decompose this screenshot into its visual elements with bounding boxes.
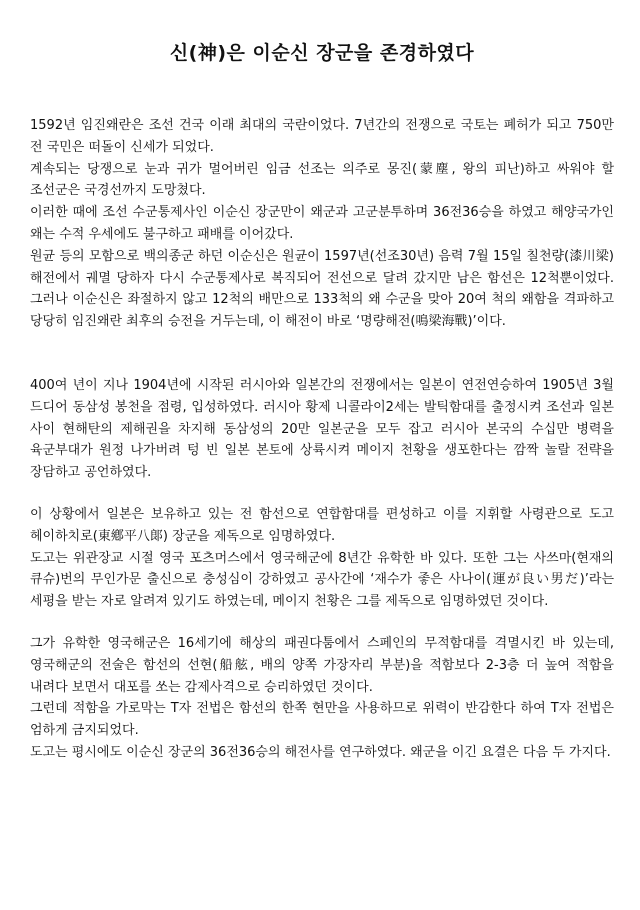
- paragraph: 1592년 임진왜란은 조선 건국 이래 최대의 국란이었다. 7년간의 전쟁으로 국토는 폐허가 되고 750만 전 국민은 떠돌이 신세가 되었다.: [30, 118, 614, 155]
- section-russo-japanese-war: [30, 375, 614, 484]
- section-spacer: [30, 484, 614, 504]
- paragraph: 원균 등의 모함으로 백의종군 하던 이순신은 원균이 1597년(선조30년) 음력 7월 15일 칠천량(漆川梁) 해전에서 궤멸 당하자 다시 수군통제사로 복직되어 전선으로 달려 갔지만 남은 함선은 12척뿐이었다. 그러나 이순신은 좌절하지 않고 12척의 배만으로 133척의 왜 수군을 맞아 20여 척의 왜함을 격파하고 당당히 임진왜란 최후의 승전을 거두는데, 이 해전이 바로 ‘명량해전(鳴梁海戰)’이다.: [30, 248, 614, 330]
- paragraph: 그가 유학한 영국해군은 16세기에 해상의 패권다툼에서 스페인의 무적함대를 격멸시킨 바 있는데, 영국해군의 전술은 함선의 선현(船舷, 배의 양쪽 가장자리 부분)을 적함보다 2-3층 더 높여 적함을 내려다 보면서 대포를 쏘는 감제사격으로 승리하였던 것이다.: [30, 635, 614, 695]
- section-imjin-war: [30, 115, 614, 333]
- paragraph: 계속되는 당쟁으로 눈과 귀가 멀어버린 임금 선조는 의주로 몽진(蒙塵, 왕의 피난)하고 싸워야 할 조선군은 국경선까지 도망쳤다.: [30, 161, 614, 199]
- section-british-tactics: [30, 633, 614, 764]
- section-admiral-togo: [30, 504, 614, 613]
- paragraph: 이러한 때에 조선 수군통제사인 이순신 장군만이 왜군과 고군분투하며 36전36승을 하였고 해양국가인 왜는 수적 우세에도 불구하고 패배를 이어갔다.: [30, 205, 614, 242]
- paragraph: 이 상황에서 일본은 보유하고 있는 전 함선으로 연합함대를 편성하고 이를 지휘할 사령관으로 도고 헤이하치로(東鄕平八郞) 장군을 제독으로 임명하였다.: [30, 506, 614, 544]
- section-spacer: [30, 613, 614, 633]
- paragraph: 도고는 평시에도 이순신 장군의 36전36승의 해전사를 연구하였다. 왜군을 이긴 요결은 다음 두 가지다.: [30, 744, 611, 760]
- document-title: 신(神)은 이순신 장군을 존경하였다: [169, 42, 475, 64]
- paragraph: 400여 년이 지나 1904년에 시작된 러시아와 일본간의 전쟁에서는 일본이 연전연승하여 1905년 3월 드디어 동삼성 봉천을 점령, 입성하였다. 러시아 황제 니콜라이2세는 발틱함대를 출정시켜 조선과 일본 사이 현해탄의 제해권을 차지해 동삼성의 20만 일본군을 모두 잡고 러시아 본국의 수십만 병력을 육군부대가 원정 나가버려 텅 빈 일본 본토에 상륙시켜 메이지 천황을 생포한다는 깜짝 놀랄 전략을 장담하고 공언하였다.: [30, 377, 614, 481]
- paragraph: 도고는 위관장교 시절 영국 포츠머스에서 영국해군에 8년간 유학한 바 있다. 또한 그는 사쓰마(현재의 큐슈)번의 무인가문 출신으로 충성심이 강하였고 공사간에 ‘재수가 좋은 사나이(運が良い男だ)’라는 세평을 받는 자로 알려져 있기도 하였는데, 메이지 천황은 그를 제독으로 임명하였던 것이다.: [30, 550, 614, 610]
- paragraph: 그런데 적함을 가로막는 T자 전법은 함선의 한쪽 현만을 사용하므로 위력이 반감한다 하여 T자 전법은 엄하게 금지되었다.: [30, 701, 614, 739]
- section-spacer: [30, 333, 614, 375]
